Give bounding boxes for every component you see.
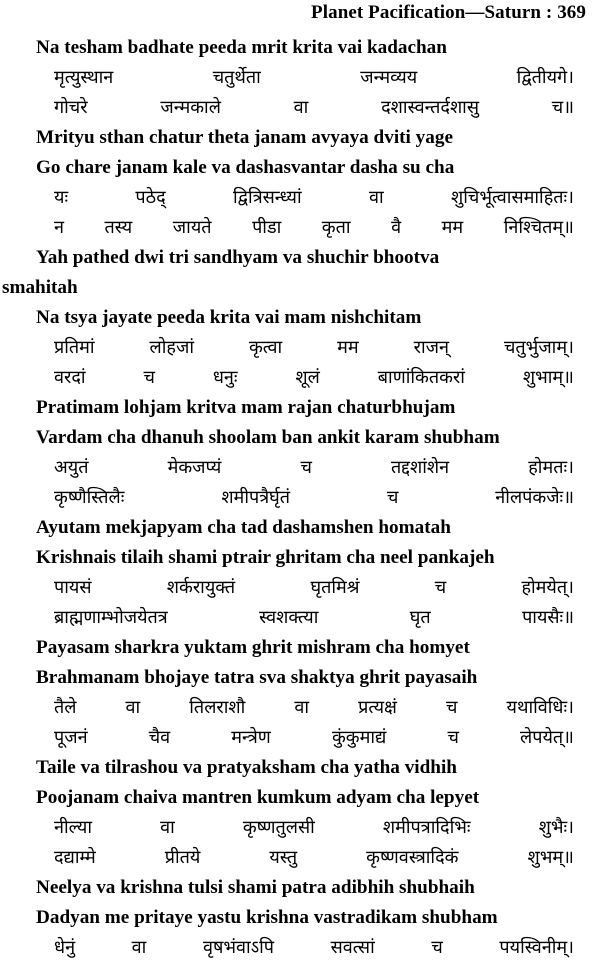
sanskrit-word: मन्त्रेण (231, 727, 271, 748)
sanskrit-word: पूजनं (54, 727, 88, 748)
sanskrit-word: प्रत्यक्षं (358, 697, 397, 718)
transliteration-line: Vardam cha dhanuh shoolam ban ankit karam shubham (36, 427, 500, 448)
sanskrit-verse-line (0, 453, 600, 483)
sanskrit-word: शुभाम्॥ (522, 367, 574, 388)
sanskrit-word: तिलराशौ (189, 697, 246, 718)
sanskrit-word: मम (441, 217, 464, 238)
sanskrit-verse-line (0, 93, 600, 123)
transliteration-line: Taile va tilrashou va pratyaksham cha yatha vidhih (36, 757, 457, 778)
sanskrit-verse-line (0, 363, 600, 393)
sanskrit-word: द्वितीयगे। (516, 67, 574, 88)
sanskrit-word: राजन् (413, 337, 450, 358)
transliteration-line: Krishnais tilaih shami ptrair ghritam cha neel pankajeh (36, 547, 495, 568)
sanskrit-word: शूलं (295, 367, 320, 388)
sanskrit-word: धनुः (212, 367, 238, 388)
sanskrit-verse-line (0, 63, 600, 93)
sanskrit-word: कृष्णवस्त्रादिकं (366, 847, 459, 868)
running-header: Planet Pacification—Saturn : 369 (311, 2, 586, 23)
transliteration-line: Na tsya jayate peeda krita vai mam nishchitam (36, 307, 422, 328)
transliteration-line: Go chare janam kale va dashasvantar dasha su cha (36, 157, 455, 178)
sanskrit-word: च (434, 577, 447, 598)
sanskrit-word: च (447, 727, 459, 748)
sanskrit-word: धेनुं (54, 937, 76, 958)
sanskrit-word: प्रीतये (164, 847, 201, 868)
sanskrit-word: शर्करायुक्तं (166, 577, 236, 598)
sanskrit-word: कृष्णैस्तिलैः (54, 487, 125, 508)
sanskrit-word: वै (391, 217, 402, 238)
sanskrit-word: पठेद् (135, 187, 166, 208)
sanskrit-word: लोहजां (149, 337, 194, 358)
sanskrit-word: मम (337, 337, 359, 358)
sanskrit-word: अयुतं (54, 457, 89, 478)
sanskrit-word: बाणांकितकरां (377, 367, 465, 388)
sanskrit-word: जन्मव्यय (360, 67, 418, 88)
sanskrit-word: द्वित्रिसन्ध्यां (233, 187, 302, 208)
sanskrit-word: वृषभंवाऽपि (202, 937, 274, 958)
sanskrit-word: तद्दशांशेन (391, 457, 450, 478)
sanskrit-word: च (300, 457, 312, 478)
transliteration-line: Dadyan me pritaye yastu krishna vastradikam shubham (36, 907, 498, 928)
sanskrit-word: नीलपंकजेः॥ (495, 487, 574, 508)
verse-text (0, 33, 600, 963)
sanskrit-word: शमीपत्रैर्घृतं (221, 487, 291, 508)
sanskrit-word: यस्तु (269, 847, 298, 868)
sanskrit-word: वा (131, 937, 147, 958)
sanskrit-word: पयस्विनीम्। (499, 937, 574, 958)
sanskrit-word: वा (293, 97, 309, 118)
sanskrit-word: च (446, 697, 458, 718)
sanskrit-verse-line (0, 843, 600, 873)
sanskrit-word: निश्चितम्॥ (503, 217, 574, 238)
sanskrit-verse-line (0, 333, 600, 363)
sanskrit-word: पायसैः॥ (522, 607, 574, 628)
sanskrit-word: पीडा (252, 217, 282, 238)
sanskrit-word: मेकजप्यं (167, 457, 222, 478)
sanskrit-word: वा (125, 697, 141, 718)
transliteration-line: Na tesham badhate peeda mrit krita vai kadachan (36, 37, 447, 58)
sanskrit-word: प्रतिमां (54, 337, 95, 358)
sanskrit-word: च (431, 937, 443, 958)
transliteration-line: Poojanam chaiva mantren kumkum adyam cha lepyet (36, 787, 480, 808)
sanskrit-word: तस्य (104, 217, 133, 238)
sanskrit-word: ब्राह्मणाम्भोजयेतत्र (54, 607, 168, 628)
sanskrit-word: न (54, 217, 64, 238)
transliteration-line: Mrityu sthan chatur theta janam avyaya dviti yage (36, 127, 453, 148)
sanskrit-word: वा (369, 187, 384, 208)
sanskrit-word: चतुर्भुजाम्। (503, 337, 574, 358)
transliteration-line: Neelya va krishna tulsi shami patra adibhih shubhaih (36, 877, 475, 898)
sanskrit-verse-line (0, 483, 600, 513)
sanskrit-word: कृता (321, 217, 351, 238)
sanskrit-verse-line (0, 693, 600, 723)
sanskrit-word: होमयेत्। (521, 577, 574, 598)
sanskrit-word: जायते (172, 217, 212, 238)
sanskrit-verse-line (0, 573, 600, 603)
sanskrit-verse-line (0, 213, 600, 243)
sanskrit-verse-line (0, 603, 600, 633)
sanskrit-word: नील्या (54, 817, 92, 838)
transliteration-line: Yah pathed dwi tri sandhyam va shuchir bhootva (36, 247, 440, 268)
sanskrit-word: दद्याम्मे (54, 847, 96, 868)
sanskrit-word: कुंकुमाद्यं (331, 727, 387, 748)
sanskrit-word: शुभम्॥ (527, 847, 574, 868)
sanskrit-word: शुभैः। (538, 817, 574, 838)
sanskrit-word: स्वशक्त्या (259, 607, 319, 628)
sanskrit-word: गोचरे (54, 97, 88, 118)
sanskrit-word: चतुर्थेता (212, 67, 261, 88)
sanskrit-word: मृत्युस्थान (54, 67, 114, 88)
sanskrit-verse-line (0, 723, 600, 753)
transliteration-line: smahitah (2, 277, 78, 298)
sanskrit-word: घृतमिश्रं (310, 577, 360, 598)
sanskrit-word: लेपयेत्॥ (520, 727, 574, 748)
sanskrit-word: दशास्वन्तर्दशासु (381, 97, 480, 118)
sanskrit-word: घृत (409, 607, 431, 628)
sanskrit-word: जन्मकाले (160, 97, 221, 118)
sanskrit-word: शुचिर्भूत्वासमाहितः। (451, 187, 574, 208)
sanskrit-verse-line (0, 183, 600, 213)
sanskrit-word: शमीपत्रादिभिः (382, 817, 471, 838)
sanskrit-word: च (386, 487, 399, 508)
transliteration-line: Ayutam mekjapyam cha tad dashamshen homatah (36, 517, 451, 538)
transliteration-line: Brahmanam bhojaye tatra sva shaktya ghrit payasaih (36, 667, 478, 688)
sanskrit-word: होमतः। (528, 457, 574, 478)
sanskrit-word: च॥ (551, 97, 574, 118)
sanskrit-word: चैव (148, 727, 171, 748)
sanskrit-word: तैले (54, 697, 77, 718)
sanskrit-word: सवत्सां (330, 937, 375, 958)
sanskrit-word: कृष्णतुलसी (242, 817, 315, 838)
sanskrit-word: यः (54, 187, 69, 208)
transliteration-line: Payasam sharkra yuktam ghrit mishram cha homyet (36, 637, 470, 658)
sanskrit-word: वरदां (54, 367, 86, 388)
transliteration-line: Pratimam lohjam kritva mam rajan chaturbhujam (36, 397, 456, 418)
sanskrit-word: वा (294, 697, 310, 718)
sanskrit-word: यथाविधिः। (506, 697, 574, 718)
sanskrit-word: च (143, 367, 155, 388)
sanskrit-word: कृत्वा (248, 337, 283, 358)
sanskrit-word: वा (160, 817, 175, 838)
sanskrit-verse-line (0, 933, 600, 963)
sanskrit-word: पायसं (54, 577, 92, 598)
sanskrit-verse-line (0, 813, 600, 843)
